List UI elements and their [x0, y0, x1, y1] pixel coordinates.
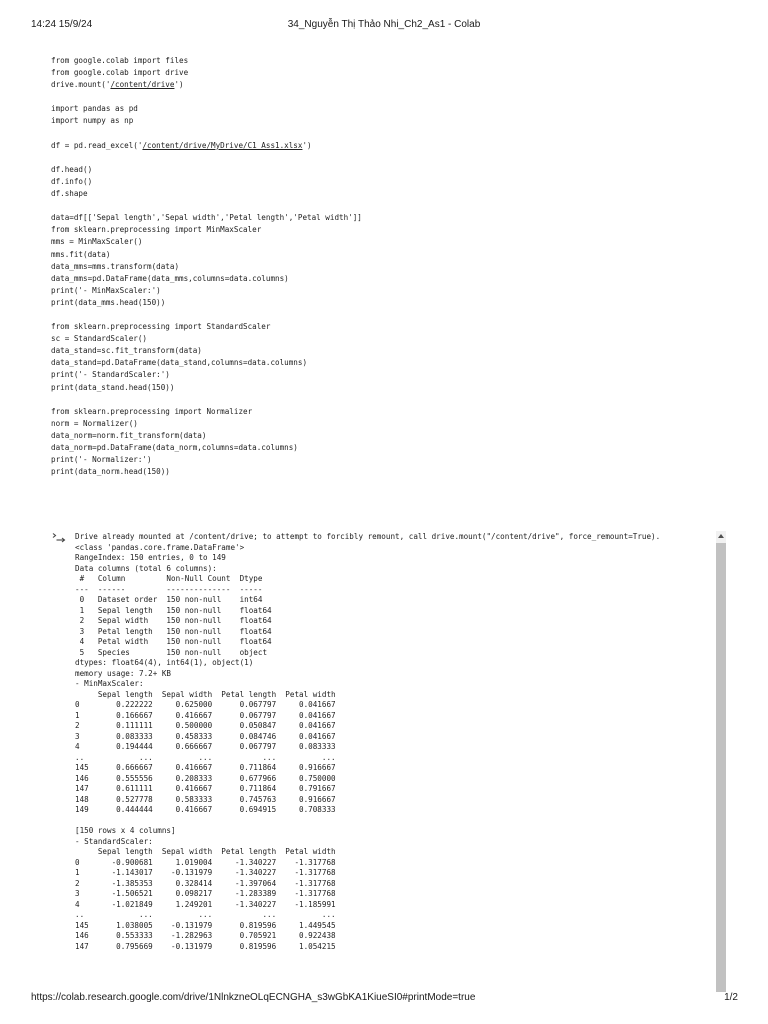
output-line — [75, 963, 705, 974]
output-line: 3 0.083333 0.458333 0.084746 0.041667 — [75, 731, 336, 741]
code-line — [51, 152, 711, 164]
output-line: 0 Dataset order 150 non-null int64 — [75, 595, 272, 604]
output-line: 2 0.111111 0.500000 0.050847 0.041667 — [75, 721, 336, 730]
code-line: from sklearn.preprocessing import Normalizer — [51, 406, 253, 416]
code-line: df = pd.read_excel('/content/drive/MyDrive/C1_Ass1.xlsx') — [51, 140, 312, 150]
output-line: 146 0.553333 -1.282963 0.705921 0.922438 — [75, 931, 336, 940]
code-line: from sklearn.preprocessing import StandardScaler — [51, 322, 271, 332]
output-line: 145 0.666667 0.416667 0.711864 0.916667 — [75, 763, 336, 772]
output-line: 147 0.795669 -0.131979 0.819596 1.054215 — [75, 941, 336, 951]
code-line: print('- MinMaxScaler:') — [51, 285, 161, 295]
output-line: 5 Species 150 non-null object — [75, 647, 272, 657]
code-line: mms = MinMaxScaler() — [51, 237, 143, 247]
output-line: Drive already mounted at /content/drive; to attempt to forcibly remount, call drive.mount("/content/drive", force_remount=True). — [75, 532, 661, 541]
output-line: - StandardScaler: — [75, 836, 153, 846]
output-line: - MinMaxScaler: — [75, 679, 144, 688]
output-line — [75, 816, 705, 827]
code-line — [51, 91, 711, 103]
print-footer — [0, 992, 768, 1008]
print-datetime: 14:24 15/9/24 — [31, 19, 93, 30]
code-line — [51, 200, 711, 212]
cell-output — [75, 532, 705, 973]
output-line: .. ... ... ... ... — [75, 910, 336, 919]
code-line: print(data_norm.head(150)) — [51, 467, 170, 477]
print-header — [0, 19, 768, 35]
code-line: from google.colab import drive — [51, 68, 189, 78]
output-line: 1 Sepal length 150 non-null float64 — [75, 605, 272, 615]
output-line: --- ------ -------------- ----- — [75, 584, 272, 594]
code-line: data_stand=sc.fit_transform(data) — [51, 346, 202, 356]
code-line: data=df[['Sepal length','Sepal width','Petal length','Petal width']] — [51, 213, 362, 223]
output-line: 148 0.527778 0.583333 0.745763 0.916667 — [75, 794, 336, 804]
output-line: memory usage: 7.2+ KB — [75, 668, 172, 678]
output-line: <class 'pandas.core.frame.DataFrame'> — [75, 542, 245, 552]
output-toggle-icon[interactable] — [52, 531, 66, 543]
code-line: print(data_stand.head(150)) — [51, 382, 175, 392]
code-line: drive.mount('/content/drive') — [51, 80, 184, 90]
code-line — [51, 394, 711, 406]
code-line: sc = StandardScaler() — [51, 334, 148, 344]
code-line: data_norm=pd.DataFrame(data_norm,columns=data.columns) — [51, 443, 298, 452]
code-line: df.shape — [51, 189, 88, 199]
notebook-title: 34_Nguyễn Thị Thảo Nhi_Ch2_As1 - Colab — [287, 19, 481, 30]
code-line: print('- Normalizer:') — [51, 455, 152, 465]
code-line: norm = Normalizer() — [51, 418, 138, 428]
page-url: https://colab.research.google.com/drive/1NlnkzneOLqECNGHA_s3wGbKA1KiueSI0#printMode=true — [31, 992, 476, 1003]
output-line: 0 0.222222 0.625000 0.067797 0.041667 — [75, 700, 336, 709]
code-line: data_mms=mms.transform(data) — [51, 261, 180, 271]
code-line — [51, 309, 711, 321]
output-line: Sepal length Sepal width Petal length Petal width — [75, 689, 336, 699]
output-line: 3 Petal length 150 non-null float64 — [75, 626, 272, 636]
output-line: 149 0.444444 0.416667 0.694915 0.708333 — [75, 805, 336, 814]
output-line: RangeIndex: 150 entries, 0 to 149 — [75, 553, 226, 562]
code-line: df.info() — [51, 176, 93, 186]
output-line: Sepal length Sepal width Petal length Petal width — [75, 847, 336, 856]
output-line: # Column Non-Null Count Dtype — [75, 574, 272, 583]
output-line: 4 Petal width 150 non-null float64 — [75, 637, 272, 646]
code-line: from google.colab import files — [51, 56, 189, 65]
code-line: import pandas as pd — [51, 104, 138, 114]
output-line: 2 -1.385353 0.328414 -1.397064 -1.317768 — [75, 878, 336, 888]
code-line: df.head() — [51, 164, 93, 174]
code-line: import numpy as np — [51, 116, 134, 126]
output-line: [150 rows x 4 columns] — [75, 826, 176, 835]
code-line: from sklearn.preprocessing import MinMaxScaler — [51, 225, 262, 235]
output-line: 4 0.194444 0.666667 0.067797 0.083333 — [75, 742, 336, 751]
output-line: .. ... ... ... ... — [75, 752, 336, 762]
output-line: 4 -1.021849 1.249201 -1.340227 -1.185991 — [75, 899, 336, 909]
code-line: data_stand=pd.DataFrame(data_stand,columns=data.columns) — [51, 358, 308, 368]
output-line — [75, 952, 705, 963]
code-line: print(data_mms.head(150)) — [51, 297, 166, 307]
code-cell[interactable] — [51, 55, 711, 478]
output-line: Data columns (total 6 columns): — [75, 563, 217, 573]
output-line: 1 0.166667 0.416667 0.067797 0.041667 — [75, 710, 336, 720]
output-scrollbar-thumb[interactable] — [716, 543, 726, 992]
output-line: 2 Sepal width 150 non-null float64 — [75, 616, 272, 625]
output-line: dtypes: float64(4), int64(1), object(1) — [75, 658, 254, 667]
output-line: 145 1.038005 -0.131979 0.819596 1.449545 — [75, 920, 336, 930]
scroll-up-arrow-icon[interactable] — [716, 531, 726, 541]
output-line: 147 0.611111 0.416667 0.711864 0.791667 — [75, 784, 336, 793]
code-line: mms.fit(data) — [51, 249, 111, 259]
output-line: 0 -0.900681 1.019004 -1.340227 -1.317768 — [75, 857, 336, 867]
code-line: print('- StandardScaler:') — [51, 370, 170, 380]
code-line: data_norm=norm.fit_transform(data) — [51, 430, 207, 440]
code-line: data_mms=pd.DataFrame(data_mms,columns=data.columns) — [51, 273, 289, 283]
output-line: 146 0.555556 0.208333 0.677966 0.750000 — [75, 773, 336, 783]
output-line: 3 -1.506521 0.098217 -1.283389 -1.317768 — [75, 889, 336, 898]
page-number: 1/2 — [724, 992, 738, 1003]
output-line: 1 -1.143017 -0.131979 -1.340227 -1.317768 — [75, 868, 336, 877]
code-line — [51, 128, 711, 140]
